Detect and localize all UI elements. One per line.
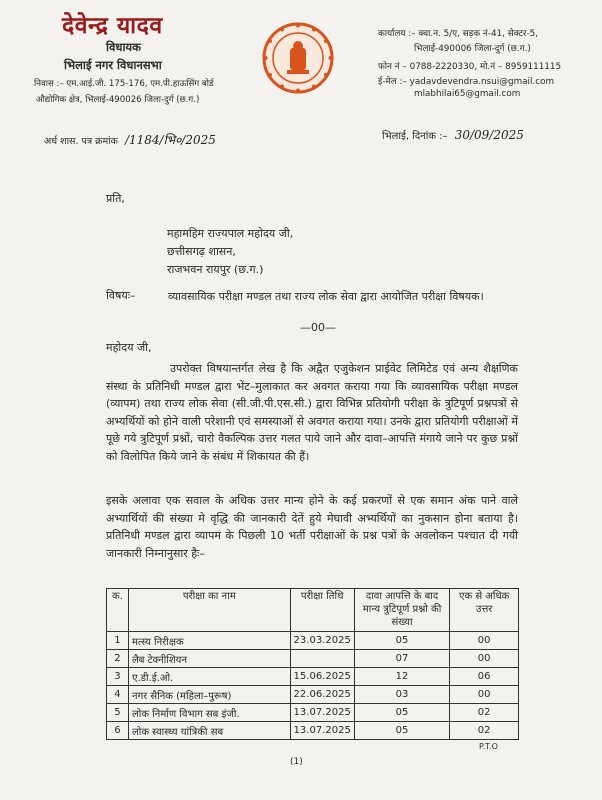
table-row <box>107 686 519 704</box>
header-sn: क. <box>107 589 129 632</box>
prati: प्रति, <box>106 192 125 205</box>
body-paragraph-1: उपरोक्त विषयान्तर्गत लेख है कि अद्वैत एजुकेशन प्राईवेट लिमिटेड एवं अन्य शैक्षणिक संस्था के प्रतिनिधी मण्डल द्वारा भेंट–मुलाकात कर अवगत कराया गया कि व्यावसायिक परीक्षा मण्डल (व्यापम) तथा राज्य लोक सेवा (सी.जी.पी.एस.सी.) द्वारा विभिन्न प्रतियोगी परीक्षा के त्रुटिपूर्ण प्रश्नपत्रों से अभ्यर्थियों को होने वाली परेशानी एवं समस्याओं से अवगत कराया गया। उनके द्वारा प्रतियोगी परीक्षाओं में पूछे गये त्रुटिपूर्ण प्रश्नों, चारो वैकल्पिक उत्तर गलत पाये जाने और दावा–आपत्ति मंगाये जाने पर कुछ प्रश्नों को विलोपित किये जाने के संबंध में शिकायत की हैं। <box>106 362 518 463</box>
phone-line: फोन नं – 0788-2220330, मो.नं – 8959111115 <box>378 62 562 72</box>
row-faulty-count: 05 <box>354 704 449 722</box>
table-row <box>107 632 519 650</box>
header-multi-answer: एक से अधिक उत्तर <box>450 589 519 632</box>
row-multi-answer: 06 <box>450 668 519 686</box>
addressee-line1: महामहिम राज्यपाल महोदय जी, <box>167 227 294 240</box>
mla-post: विधायक <box>106 40 141 54</box>
addressee-line2: छत्तीसगढ़ शासन, <box>167 245 236 258</box>
row-exam-date: 22.06.2025 <box>290 686 354 704</box>
mla-name: देवेन्द्र यादव <box>62 13 163 39</box>
residence-address-line2: औद्योगिक क्षेत्र, भिलाई-490026 जिला-दुर्ग (छ.ग.) <box>36 95 200 105</box>
separator: —00— <box>300 321 336 334</box>
row-sn: 5 <box>107 704 129 722</box>
row-multi-answer: 02 <box>450 722 519 740</box>
header-faulty-count: दावा आपत्ति के बाद मान्य त्रुटिपूर्ण प्रश्नो की संख्या <box>354 589 449 632</box>
table-row <box>107 722 519 740</box>
table-header-row <box>107 589 519 632</box>
row-multi-answer: 00 <box>450 650 519 668</box>
exam-error-table <box>106 588 519 740</box>
row-exam-name: ए.डी.ई.ओ. <box>128 668 290 686</box>
row-faulty-count: 07 <box>354 650 449 668</box>
pto-note: P.T.O <box>479 742 498 751</box>
row-faulty-count: 05 <box>354 632 449 650</box>
row-multi-answer: 00 <box>450 686 519 704</box>
row-sn: 6 <box>107 722 129 740</box>
row-exam-name: लोक स्वास्थ्य यांत्रिकी सब <box>128 722 290 740</box>
row-sn: 3 <box>107 668 129 686</box>
body-paragraph-2: इसके अलावा एक सवाल के अधिक उत्तर मान्य होने के कई प्रकरणों से एक समान अंक पाने वाले अभ्यार्थियों की संख्या मे वृद्धि की जानकारी देतें हुये मेघावी अभ्यर्थियों का नुकसान होना बताया है। प्रतिनिधी मण्डल द्वारा व्यापम के पिछली 10 भर्ती परीक्षाओं के प्रश्न पत्रों के अवलोकन पश्चात दी गयी जानकारी निम्नानुसार हैः– <box>106 494 518 560</box>
row-faulty-count: 12 <box>354 668 449 686</box>
office-address-line1: कार्यालय :– क्वा.न. 5/ए, सड़क नं-41, सेक्टर-5, <box>378 29 539 39</box>
row-exam-date: 15.06.2025 <box>290 668 354 686</box>
reference-label: अर्ध शास. पत्र क्रमांक <box>44 136 118 147</box>
table-row <box>107 650 519 668</box>
row-sn: 1 <box>107 632 129 650</box>
table-row <box>107 704 519 722</box>
row-multi-answer: 00 <box>450 632 519 650</box>
header-exam-date: परीक्षा तिथि <box>290 589 354 632</box>
row-sn: 4 <box>107 686 129 704</box>
office-address-line2: भिलाई-490006 जिला-दुर्ग (छ.ग.) <box>414 44 531 54</box>
reference-value: /1184/भि०/2025 <box>124 133 216 147</box>
subject-text: व्यावसायिक परीक्षा मण्डल तथा राज्य लोक सेवा द्वारा आयोजित परीक्षा विषयक। <box>168 290 484 303</box>
table-row <box>107 668 519 686</box>
addressee-line3: राजभवन रायपुर (छ.ग.) <box>167 263 264 276</box>
constituency: भिलाई नगर विधानसभा <box>64 58 162 72</box>
date-label: भिलाई, दिनांक :– <box>382 131 448 142</box>
row-exam-name: लोक निर्माण विभाग सब इंजी. <box>128 704 290 722</box>
reference-number <box>44 131 216 148</box>
date-value: 30/09/2025 <box>454 128 524 142</box>
subject-label: विषयः– <box>106 289 136 302</box>
row-exam-date: 13.07.2025 <box>290 704 354 722</box>
page-number: (1) <box>290 757 303 767</box>
email-line1: ई-मेल :– yadavdevendra.nsui@gmail.com <box>378 77 555 87</box>
header-exam-name: परीक्षा का नाम <box>128 589 290 632</box>
row-exam-date: 23.03.2025 <box>290 632 354 650</box>
row-exam-name: नगर सैनिक (महिला–पुरूष) <box>128 686 290 704</box>
row-faulty-count: 05 <box>354 722 449 740</box>
assembly-seal-logo <box>262 22 334 94</box>
row-exam-name: लैब टेक्नीशियन <box>128 650 290 668</box>
row-sn: 2 <box>107 650 129 668</box>
row-multi-answer: 02 <box>450 704 519 722</box>
row-exam-date: 13.07.2025 <box>290 722 354 740</box>
row-exam-date <box>290 650 354 668</box>
row-faulty-count: 03 <box>354 686 449 704</box>
email-line2: mlabhilai65@gmail.com <box>414 89 521 99</box>
salutation: महोदय जी, <box>106 341 152 354</box>
letter-date <box>382 128 524 142</box>
row-exam-name: मत्स्य निरीक्षक <box>128 632 290 650</box>
residence-address-line1: निवास :– एम.आई.जी. 175-176, एम.पी.हाऊसिंग बोर्ड <box>34 79 214 89</box>
